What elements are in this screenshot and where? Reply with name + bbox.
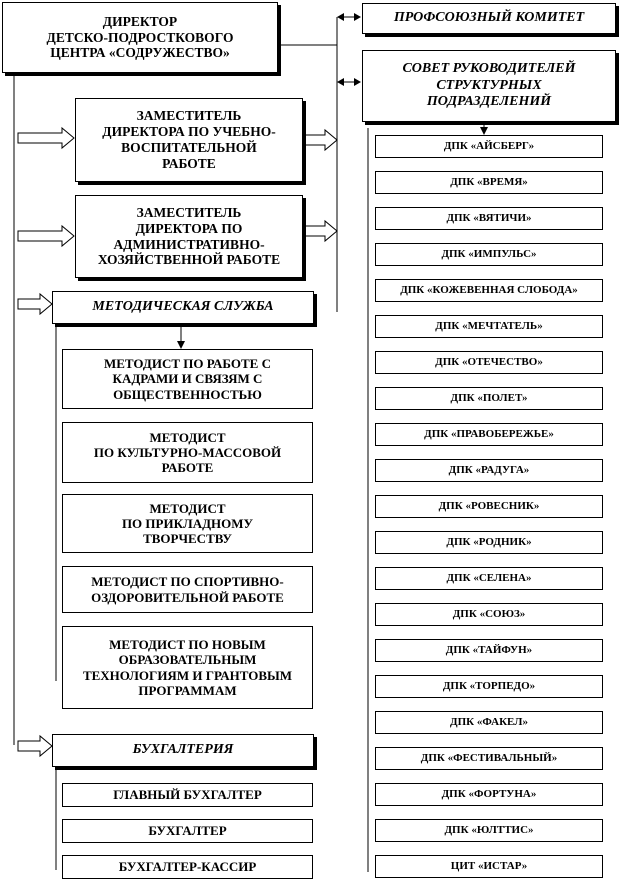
unit-label: ДПК «РОДНИК» bbox=[446, 536, 532, 549]
council-label: СОВЕТ РУКОВОДИТЕЛЕЙ СТРУКТУРНЫХ ПОДРАЗДЕЛЕНИЙ bbox=[402, 61, 576, 110]
council-box bbox=[362, 50, 616, 122]
unit-box bbox=[375, 675, 603, 698]
accounting-box bbox=[52, 734, 314, 767]
unit-box bbox=[375, 171, 603, 194]
unit-label: ДПК «АЙСБЕРГ» bbox=[443, 140, 535, 153]
methodist-label-3: МЕТОДИСТ ПО ПРИКЛАДНОМУ ТВОРЧЕСТВУ bbox=[121, 500, 254, 547]
unit-label: ДПК «ТАЙФУН» bbox=[445, 644, 533, 657]
deputy-education-label: ЗАМЕСТИТЕЛЬ ДИРЕКТОРА ПО УЧЕБНО- ВОСПИТАТЕЛЬНОЙ РАБОТЕ bbox=[102, 108, 276, 171]
unit-label: ДПК «РОВЕСНИК» bbox=[438, 500, 540, 513]
accountant-box-3 bbox=[62, 855, 313, 879]
unit-label: ДПК «ФЕСТИВАЛЬНЫЙ» bbox=[420, 752, 558, 765]
director-label: ДИРЕКТОР ДЕТСКО-ПОДРОСТКОВОГО ЦЕНТРА «СОДРУЖЕСТВО» bbox=[46, 13, 234, 61]
unit-label: ДПК «РАДУГА» bbox=[448, 464, 530, 477]
unit-box bbox=[375, 531, 603, 554]
methodist-label-1: МЕТОДИСТ ПО РАБОТЕ С КАДРАМИ И СВЯЗЯМ С ОБЩЕСТВЕННОСТЬЮ bbox=[103, 356, 271, 402]
methodist-label-4: МЕТОДИСТ ПО СПОРТИВНО- ОЗДОРОВИТЕЛЬНОЙ РАБОТЕ bbox=[91, 574, 284, 605]
unit-label: ДПК «СЕЛЕНА» bbox=[446, 572, 532, 585]
unit-label: ДПК «ИМПУЛЬС» bbox=[441, 248, 537, 261]
unit-label: ДПК «ВРЕМЯ» bbox=[450, 176, 528, 189]
methodist-box-1 bbox=[62, 349, 313, 409]
unit-box bbox=[375, 639, 603, 662]
unit-box bbox=[375, 207, 603, 230]
unit-box bbox=[375, 819, 603, 842]
accountant-label-2: БУХГАЛТЕР bbox=[148, 823, 227, 839]
unit-box bbox=[375, 855, 603, 878]
accountant-box-1 bbox=[62, 783, 313, 807]
unit-label: ДПК «ВЯТИЧИ» bbox=[446, 212, 532, 225]
unit-label: ДПК «МЕЧТАТЕЛЬ» bbox=[435, 320, 543, 333]
unit-label: ДПК «ЮЛТТИС» bbox=[444, 824, 534, 837]
unit-label: ДПК «ФОРТУНА» bbox=[441, 788, 537, 801]
unit-label: ДПК «ПРАВОБЕРЕЖЬЕ» bbox=[424, 428, 554, 441]
unit-box bbox=[375, 711, 603, 734]
unit-label: ЦИТ «ИСТАР» bbox=[450, 860, 528, 873]
methodist-box-3 bbox=[62, 494, 313, 553]
methodical-service-box bbox=[52, 291, 314, 324]
accountant-box-2 bbox=[62, 819, 313, 843]
unit-box bbox=[375, 243, 603, 266]
unit-box bbox=[375, 747, 603, 770]
unit-box bbox=[375, 135, 603, 158]
unit-box bbox=[375, 567, 603, 590]
deputy-admin-box bbox=[75, 195, 303, 278]
unit-box bbox=[375, 279, 603, 302]
unit-label: ДПК «ПОЛЕТ» bbox=[450, 392, 528, 405]
unit-label: ДПК «ТОРПЕДО» bbox=[442, 680, 536, 693]
methodical-service-label: МЕТОДИЧЕСКАЯ СЛУЖБА bbox=[92, 299, 274, 315]
accounting-label: БУХГАЛТЕРИЯ bbox=[132, 742, 234, 758]
unit-box bbox=[375, 315, 603, 338]
trade-union-box bbox=[362, 3, 616, 34]
unit-label: ДПК «КОЖЕВЕННАЯ СЛОБОДА» bbox=[400, 284, 578, 297]
methodist-box-2 bbox=[62, 422, 313, 483]
unit-box bbox=[375, 387, 603, 410]
unit-box bbox=[375, 783, 603, 806]
methodist-box-5 bbox=[62, 626, 313, 709]
unit-box bbox=[375, 351, 603, 374]
unit-box bbox=[375, 495, 603, 518]
accountant-label-3: БУХГАЛТЕР-КАССИР bbox=[118, 859, 257, 875]
unit-label: ДПК «ФАКЕЛ» bbox=[450, 716, 528, 729]
unit-box bbox=[375, 423, 603, 446]
methodist-label-2: МЕТОДИСТ ПО КУЛЬТУРНО-МАССОВОЙ РАБОТЕ bbox=[93, 429, 282, 476]
deputy-education-box bbox=[75, 98, 303, 182]
unit-label: ДПК «ОТЕЧЕСТВО» bbox=[435, 356, 543, 369]
unit-box bbox=[375, 603, 603, 626]
deputy-admin-label: ЗАМЕСТИТЕЛЬ ДИРЕКТОРА ПО АДМИНИСТРАТИВНО- ХОЗЯЙСТВЕННОЙ РАБОТЕ bbox=[97, 204, 281, 268]
methodist-label-5: МЕТОДИСТ ПО НОВЫМ ОБРАЗОВАТЕЛЬНЫМ ТЕХНОЛОГИЯМ И ГРАНТОВЫМ ПРОГРАММАМ bbox=[82, 636, 293, 698]
accountant-label-1: ГЛАВНЫЙ БУХГАЛТЕР bbox=[113, 787, 262, 803]
unit-label: ДПК «СОЮЗ» bbox=[452, 608, 526, 621]
trade-union-label: ПРОФСОЮЗНЫЙ КОМИТЕТ bbox=[393, 10, 585, 26]
unit-box bbox=[375, 459, 603, 482]
director-box bbox=[2, 2, 278, 73]
methodist-box-4 bbox=[62, 566, 313, 613]
